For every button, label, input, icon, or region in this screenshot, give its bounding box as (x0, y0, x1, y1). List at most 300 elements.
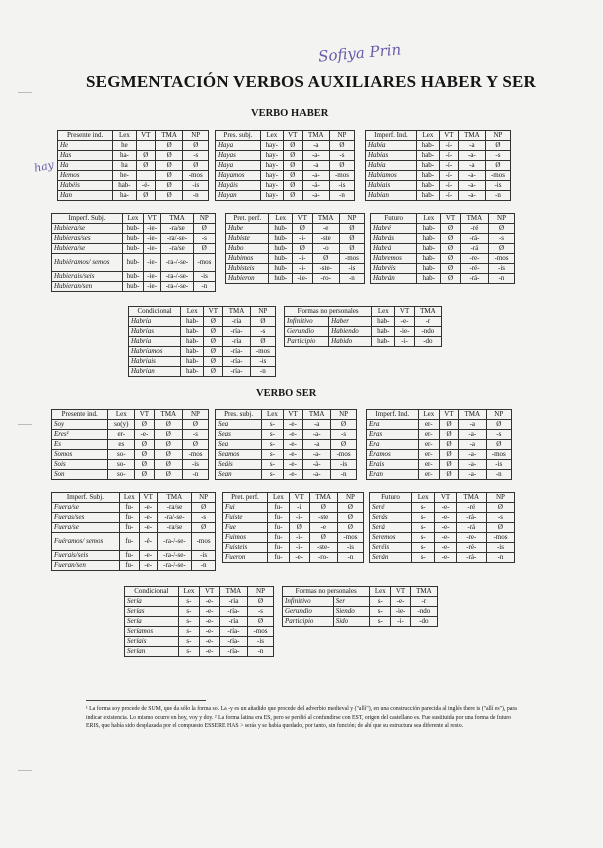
verb-form-cell: Sería (125, 617, 179, 627)
verb-form-cell: Has (58, 151, 113, 161)
verb-form-cell: Sea (216, 420, 262, 430)
table-row (366, 161, 511, 171)
verb-form-cell: Soy (52, 420, 108, 430)
table-ser-futuro (369, 492, 515, 563)
segment-cell: -ie- (143, 234, 160, 244)
header-cell: VT (395, 307, 414, 317)
segment-cell: Siendo (333, 607, 370, 617)
header-cell: Lex (416, 131, 439, 141)
segment-cell: hab- (416, 191, 439, 201)
header-cell: VT (435, 493, 456, 503)
table-header-row (52, 410, 209, 420)
segment-cell: -i (289, 503, 309, 513)
segment-cell: -rá- (456, 513, 486, 523)
segment-cell: Ø (182, 420, 208, 430)
segment-cell: -í- (439, 141, 458, 151)
table-row (125, 607, 274, 617)
segment-cell: -i- (395, 337, 414, 347)
verb-form-cell: Habríais (129, 357, 181, 367)
header-cell: Condicional (129, 307, 181, 317)
segment-cell: -is (250, 357, 275, 367)
header-cell: TMA (456, 493, 486, 503)
header-cell: NP (329, 131, 354, 141)
verb-form-cell: Hayan (216, 191, 261, 201)
table-row (216, 430, 357, 440)
header-cell: TMA (155, 131, 183, 141)
verb-form-cell: Fueran/sen (52, 561, 120, 571)
table-row (129, 317, 276, 327)
verb-form-cell: Sería (125, 597, 179, 607)
segment-cell: -a (458, 161, 485, 171)
segment-cell: -ría (223, 317, 250, 327)
segment-cell: Ø (486, 440, 511, 450)
segment-cell: ha (113, 161, 136, 171)
segment-cell: -n (486, 470, 511, 480)
table-row (52, 440, 209, 450)
verb-form-cell: Eran (367, 470, 419, 480)
header-cell: TMA (458, 131, 485, 141)
header-cell: NP (182, 410, 208, 420)
segment-cell: -ría (219, 617, 247, 627)
segment-cell: Ø (339, 244, 364, 254)
verb-form-cell: Fuimos (223, 533, 268, 543)
table-row (371, 254, 515, 264)
segment-cell: -e- (283, 450, 302, 460)
header-cell: VT (293, 214, 312, 224)
segment-cell: s- (262, 470, 284, 480)
verb-form-cell: Habréis (371, 264, 417, 274)
table-row (125, 617, 274, 627)
verb-form-cell: Habríamos (129, 347, 181, 357)
header-cell: Futuro (371, 214, 417, 224)
segment-cell: er- (418, 470, 439, 480)
header-cell: Lex (123, 214, 144, 224)
punch-hole-mark (18, 92, 32, 93)
segment-cell: -ré- (460, 264, 488, 274)
table-row (223, 513, 364, 523)
segment-cell: hab- (417, 264, 441, 274)
table-row (367, 470, 512, 480)
segment-cell: -ra-/-se- (161, 282, 193, 292)
segment-cell: hab- (417, 254, 441, 264)
segment-cell: -ie- (395, 327, 414, 337)
segment-cell: fu- (119, 523, 139, 533)
segment-cell: hab- (181, 367, 204, 377)
segment-cell: -ra/se (157, 523, 191, 533)
verb-form-cell: Haya (216, 141, 261, 151)
verb-form-cell: Son (52, 470, 108, 480)
verb-form-cell: Habría (129, 317, 181, 327)
verb-form-cell: Habíais (366, 181, 417, 191)
table-ser-imperf-ind (366, 409, 512, 480)
table-row (226, 254, 365, 264)
segment-cell: -ie- (143, 282, 160, 292)
segment-cell: hab- (417, 224, 441, 234)
table-row (125, 647, 274, 657)
table-ser-pres-subj (215, 409, 357, 480)
verb-form-cell: Hemos (58, 171, 113, 181)
verb-form-cell: Seríamos (125, 627, 179, 637)
table-ser-condicional (124, 586, 274, 657)
segment-cell: Ø (182, 440, 208, 450)
header-cell: Pres. subj. (216, 131, 261, 141)
segment-cell: Ø (204, 367, 223, 377)
handwritten-signature: Sofiya Prin (317, 40, 402, 66)
segment-cell: -e- (200, 607, 220, 617)
verb-form-cell: Fuera/se (52, 523, 120, 533)
segment-cell: Ø (154, 470, 182, 480)
segment-cell: -s (192, 513, 216, 523)
segment-cell: -e- (391, 597, 410, 607)
segment-cell: Ø (441, 224, 461, 234)
table-row (370, 543, 515, 553)
segment-cell: Ø (155, 181, 183, 191)
header-cell: TMA (410, 587, 437, 597)
segment-cell: Ser (333, 597, 370, 607)
header-cell: TMA (161, 214, 193, 224)
table-header-row (226, 214, 365, 224)
verb-form-cell: Había (366, 161, 417, 171)
segment-cell: Ø (293, 244, 312, 254)
segment-cell: -is (339, 264, 364, 274)
table-row (226, 264, 365, 274)
table-ser-pret-perf (222, 492, 364, 563)
segment-cell: -n (182, 470, 208, 480)
header-cell: Lex (412, 493, 435, 503)
segment-cell: fu- (268, 553, 290, 563)
header-cell: VT (135, 410, 155, 420)
segment-cell: hub- (269, 244, 293, 254)
segment-cell: -ra/se (161, 244, 193, 254)
header-cell: VT (200, 587, 220, 597)
header-cell: NP (486, 410, 511, 420)
segment-cell: -ra/-se- (157, 513, 191, 523)
segment-cell: -is (182, 460, 208, 470)
segment-cell: -i- (391, 617, 410, 627)
segment-cell: hub- (269, 274, 293, 284)
verb-form-cell: Fuerais/seis (52, 551, 120, 561)
table-row (58, 181, 209, 191)
table-row (216, 151, 355, 161)
table-header-row (371, 214, 515, 224)
header-cell: NP (486, 493, 514, 503)
segment-cell: -ie- (391, 607, 410, 617)
table-row (52, 430, 209, 440)
segment-cell: -e- (200, 597, 220, 607)
segment-cell: Ø (135, 450, 155, 460)
segment-cell: -ré- (456, 543, 486, 553)
verb-form-cell: Hubiera/se (52, 224, 123, 234)
segment-cell: er- (418, 440, 439, 450)
segment-cell: Ø (331, 420, 357, 430)
header-cell: TMA (312, 214, 339, 224)
verb-form-cell: Habíamos (366, 171, 417, 181)
segment-cell: Ø (154, 430, 182, 440)
verb-form-cell: Habremos (371, 254, 417, 264)
segment-cell: s- (178, 617, 200, 627)
segment-cell: -ndo (410, 607, 437, 617)
header-cell: Lex (262, 410, 284, 420)
segment-cell: Ø (135, 470, 155, 480)
verb-form-cell: Habrán (371, 274, 417, 284)
table-row (52, 272, 216, 282)
table-row (52, 460, 209, 470)
segment-cell: -re- (456, 533, 486, 543)
segment-cell: -s (248, 607, 274, 617)
segment-cell: Ø (329, 141, 354, 151)
segment-cell: hab- (416, 181, 439, 191)
table-row (285, 317, 442, 327)
segment-cell: -s (486, 513, 514, 523)
table-row (125, 597, 274, 607)
segment-cell: Ø (154, 420, 182, 430)
segment-cell: Ø (337, 523, 363, 533)
table-row (52, 470, 209, 480)
segment-cell: -s (486, 430, 511, 440)
header-cell: TMA (157, 493, 191, 503)
segment-cell: -í- (439, 181, 458, 191)
table-row (52, 513, 216, 523)
segment-cell: -s (183, 151, 209, 161)
segment-cell: -e- (139, 523, 157, 533)
table-row (52, 503, 216, 513)
segment-cell: -n (183, 191, 209, 201)
segment-cell: -ie- (293, 274, 312, 284)
punch-hole-mark (18, 424, 32, 425)
segment-cell: Ø (154, 450, 182, 460)
header-cell: NP (183, 131, 209, 141)
segment-cell: -á- (302, 181, 329, 191)
verb-form-cell: Hubiéramos/ semos (52, 254, 123, 272)
segment-cell: Ø (283, 161, 302, 171)
handwritten-margin-note: hay (32, 158, 55, 175)
table-row (125, 637, 274, 647)
header-cell: Lex (119, 493, 139, 503)
segment-cell: s- (370, 617, 391, 627)
segment-cell: -e- (435, 513, 456, 523)
header-cell: Presente ind. (58, 131, 113, 141)
table-row (370, 513, 515, 523)
header-cell: Pret. perf. (226, 214, 269, 224)
verb-form-cell: Será (370, 523, 412, 533)
segment-cell: Ø (248, 597, 274, 607)
segment-cell: s- (262, 440, 284, 450)
segment-cell: Sido (333, 617, 370, 627)
verb-form-cell: Había (366, 141, 417, 151)
segment-cell: hab- (181, 327, 204, 337)
segment-cell: -ra-/-se- (157, 561, 191, 571)
segment-cell: -ndo (414, 327, 441, 337)
segment-cell: -is (488, 264, 514, 274)
segment-cell: -mos (339, 254, 364, 264)
segment-cell: -s (331, 430, 357, 440)
segment-cell: -n (339, 274, 364, 284)
segment-cell: -n (250, 367, 275, 377)
segment-cell: -n (192, 561, 216, 571)
header-cell: Lex (418, 410, 439, 420)
segment-cell: -mos (331, 450, 357, 460)
segment-cell: s- (412, 523, 435, 533)
segment-cell: -s (182, 430, 208, 440)
segment-cell: Ø (136, 191, 155, 201)
segment-cell: s- (412, 553, 435, 563)
segment-cell: -rá (460, 244, 488, 254)
segment-cell: -is (485, 181, 510, 191)
segment-cell: s- (178, 627, 200, 637)
segment-cell: -ría- (223, 327, 250, 337)
header-cell: NP (192, 493, 216, 503)
table-header-row (216, 131, 355, 141)
header-cell: NP (250, 307, 275, 317)
segment-cell: s- (178, 607, 200, 617)
segment-cell: -i- (293, 264, 312, 274)
segment-cell (136, 171, 155, 181)
table-row (226, 224, 365, 234)
header-cell: Futuro (370, 493, 412, 503)
table-row (371, 244, 515, 254)
segment-cell: -rá- (456, 553, 486, 563)
segment-cell: -ría- (219, 647, 247, 657)
header-cell: Lex (269, 214, 293, 224)
table-row (216, 161, 355, 171)
table-row (52, 244, 216, 254)
segment-cell: -e- (395, 317, 414, 327)
segment-cell: Ø (439, 460, 458, 470)
segment-cell: Ø (250, 317, 275, 327)
segment-cell: Habido (329, 337, 372, 347)
segment-cell: hay- (260, 151, 283, 161)
table-row (223, 523, 364, 533)
header-cell: TMA (219, 587, 247, 597)
segment-cell: hab- (416, 151, 439, 161)
footnote-rule (86, 700, 206, 701)
table-row (223, 533, 364, 543)
verb-form-cell: Era (367, 420, 419, 430)
segment-cell: -ré (456, 503, 486, 513)
table-row (371, 264, 515, 274)
verb-form-cell: Seríais (125, 637, 179, 647)
punch-hole-mark (18, 770, 32, 771)
segment-cell: hab- (181, 317, 204, 327)
table-header-row (283, 587, 438, 597)
table-row (58, 171, 209, 181)
segment-cell: Haber (329, 317, 372, 327)
segment-cell: ha- (113, 191, 136, 201)
segment-cell: Ø (135, 440, 155, 450)
table-haber-pres-subj (215, 130, 355, 201)
table-row (216, 181, 355, 191)
segment-cell: -ría (223, 337, 250, 347)
segment-cell: -e- (139, 561, 157, 571)
segment-cell: -mos (486, 533, 514, 543)
segment-cell: -ie- (143, 224, 160, 234)
segment-cell: -ste- (309, 543, 337, 553)
verb-form-cell: Habrá (371, 244, 417, 254)
table-header-row (223, 493, 364, 503)
segment-cell: Ø (204, 347, 223, 357)
segment-cell: Ø (248, 617, 274, 627)
segment-cell: s- (412, 503, 435, 513)
segment-cell: -o (312, 244, 339, 254)
segment-cell: -ría- (223, 357, 250, 367)
segment-cell: Ø (488, 244, 514, 254)
table-header-row (129, 307, 276, 317)
verb-form-cell: Fueras/ses (52, 513, 120, 523)
segment-cell: -í- (439, 191, 458, 201)
segment-cell: Ø (486, 523, 514, 533)
table-row (52, 533, 216, 551)
segment-cell: Ø (337, 503, 363, 513)
table-row (370, 553, 515, 563)
table-row (129, 337, 276, 347)
table-row (58, 161, 209, 171)
verb-form-cell: Hayáis (216, 181, 261, 191)
segment-cell: hay- (260, 141, 283, 151)
segment-cell: Ø (441, 264, 461, 274)
header-cell: VT (289, 493, 309, 503)
segment-cell: -e- (283, 430, 302, 440)
segment-cell: hub- (269, 224, 293, 234)
verb-form-cell: Fueron (223, 553, 268, 563)
segment-cell: -re- (460, 254, 488, 264)
table-row (285, 327, 442, 337)
table-haber-no-personales (284, 306, 442, 347)
segment-cell: -e- (283, 440, 302, 450)
segment-cell: -a (302, 141, 329, 151)
verb-form-cell: Hubieron (226, 274, 269, 284)
segment-cell: Ø (283, 171, 302, 181)
segment-cell: Ø (441, 244, 461, 254)
table-row (216, 171, 355, 181)
segment-cell: -e- (200, 647, 220, 657)
segment-cell: hay- (260, 161, 283, 171)
table-row (52, 224, 216, 234)
segment-cell: fu- (268, 533, 290, 543)
segment-cell: -is (193, 272, 215, 282)
segment-cell: -e- (283, 460, 302, 470)
verb-form-cell: Hayas (216, 151, 261, 161)
segment-cell: -a (459, 440, 486, 450)
segment-cell: hub- (269, 264, 293, 274)
verb-form-cell: Fuera/se (52, 503, 120, 513)
verb-form-cell: Fuisteis (223, 543, 268, 553)
segment-cell: Ø (439, 440, 458, 450)
segment-cell: -n (248, 647, 274, 657)
verb-form-cell: Hubo (226, 244, 269, 254)
segment-cell: Ø (183, 141, 209, 151)
verb-form-cell: Somos (52, 450, 108, 460)
segment-cell: Ø (250, 337, 275, 347)
segment-cell: Ø (193, 224, 215, 234)
segment-cell: -á- (303, 460, 331, 470)
segment-cell: -do (414, 337, 441, 347)
table-row (370, 503, 515, 513)
segment-cell: fu- (268, 513, 290, 523)
segment-cell: Ø (155, 141, 183, 151)
segment-cell: Ø (329, 161, 354, 171)
verb-form-cell: Participio (283, 617, 334, 627)
segment-cell: -a (459, 420, 486, 430)
segment-cell: Ø (339, 234, 364, 244)
segment-cell: -n (331, 470, 357, 480)
segment-cell: -rá (456, 523, 486, 533)
segment-cell: -a- (302, 191, 329, 201)
verb-form-cell: Hubierais/seis (52, 272, 123, 282)
segment-cell: -a- (303, 470, 331, 480)
segment-cell: -rá- (460, 234, 488, 244)
segment-cell: -mos (192, 533, 216, 551)
table-row (367, 430, 512, 440)
